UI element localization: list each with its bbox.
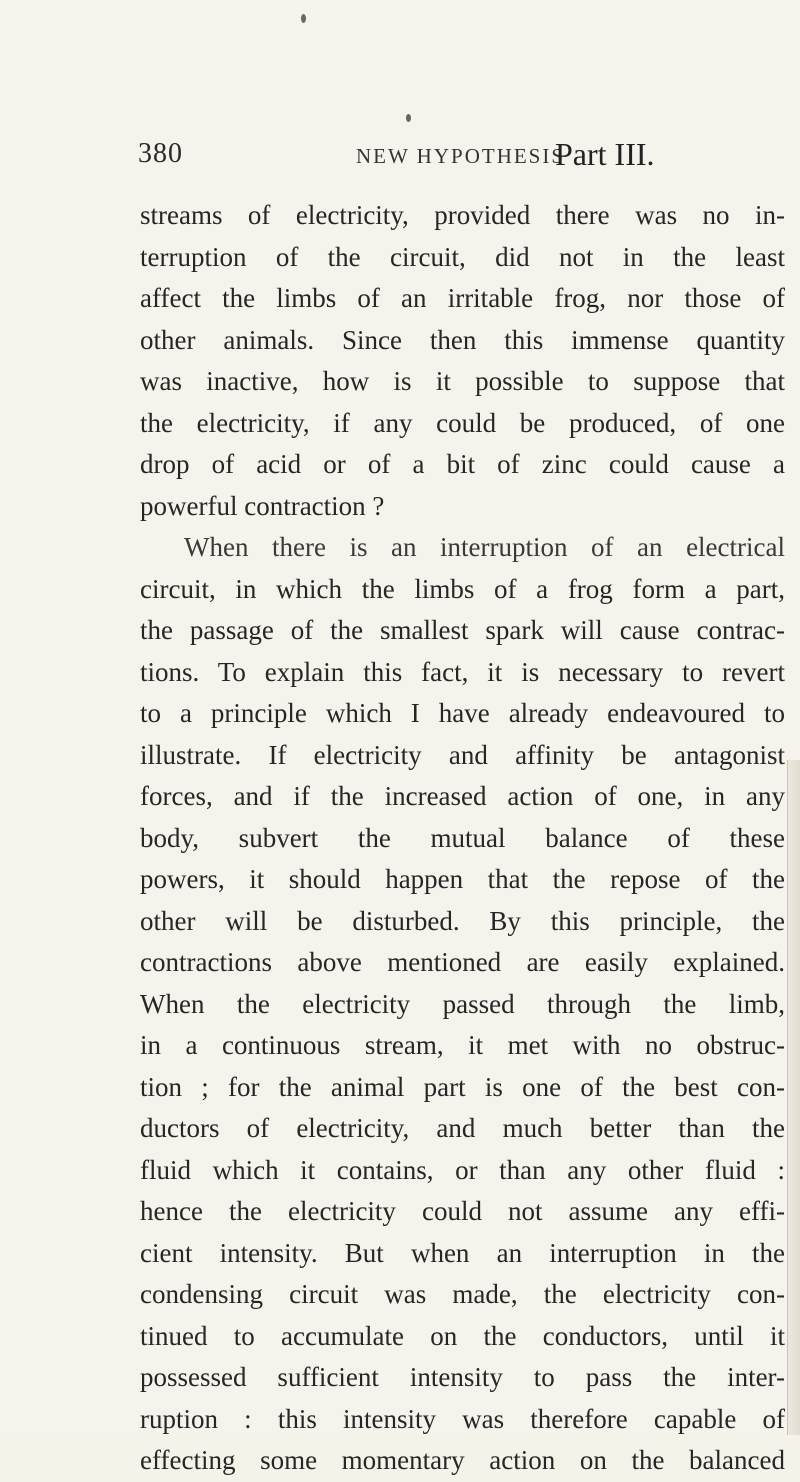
page-edge-shadow: [787, 760, 800, 1435]
text-line: ductors of electricity, and much better than the: [140, 1113, 785, 1143]
text-line: was inactive, how is it possible to suppose that: [140, 366, 785, 396]
text-line: tinued to accumulate on the conductors, until it: [140, 1320, 785, 1351]
text-line: ruption : this intensity was therefore capable of: [140, 1403, 785, 1434]
text-line: the passage of the smallest spark will cause contrac-: [140, 615, 785, 645]
text-line: cient intensity. But when an interruption in the: [140, 1237, 785, 1268]
text-line: other will be disturbed. By this principle, the: [140, 905, 785, 936]
text-line: When the electricity passed through the limb,: [140, 988, 785, 1019]
running-head: [0, 138, 800, 178]
text-line: possessed sufficient intensity to pass the inter-: [140, 1362, 785, 1392]
text-line: circuit, in which the limbs of a frog form a part,: [140, 573, 785, 604]
text-line: hence the electricity could not assume any effi-: [140, 1196, 785, 1226]
text-line: the electricity, if any could be produced, of one: [140, 407, 785, 438]
text-line: fluid which it contains, or than any other fluid :: [140, 1154, 785, 1185]
text-line: body, subvert the mutual balance of these: [140, 822, 785, 853]
page-number: 380: [138, 138, 183, 169]
text-line: powers, it should happen that the repose of the: [140, 864, 785, 894]
running-title: NEW HYPOTHESIS: [356, 144, 566, 168]
text-line: streams of electricity, provided there was no in-: [140, 200, 785, 230]
text-line: drop of acid or of a bit of zinc could cause a: [140, 449, 785, 479]
text-line: tions. To explain this fact, it is necessary to revert: [140, 656, 785, 687]
text-line: to a principle which I have already endeavoured to: [140, 698, 785, 728]
text-line: other animals. Since then this immense quantity: [140, 324, 785, 355]
text-line: powerful contraction ?: [140, 490, 385, 521]
text-line: illustrate. If electricity and affinity be antagonist: [140, 739, 785, 770]
text-line: effecting some momentary action on the balanced: [140, 1445, 785, 1475]
ink-speck: [301, 14, 306, 23]
text-line: forces, and if the increased action of one, in any: [140, 781, 785, 811]
text-line: affect the limbs of an irritable frog, nor those of: [140, 283, 785, 313]
part-label: Part III.: [555, 136, 655, 172]
text-line: contractions above mentioned are easily explained.: [140, 947, 785, 977]
text-line: tion ; for the animal part is one of the best con-: [140, 1071, 785, 1102]
paragraph-first-line: When there is an interruption of an electrical: [184, 532, 785, 562]
text-line: in a continuous stream, it met with no obstruc-: [140, 1030, 785, 1060]
ink-speck: [406, 114, 411, 122]
body-text: [140, 195, 785, 1482]
text-line: terruption of the circuit, did not in the least: [140, 241, 785, 272]
text-line: condensing circuit was made, the electricity con-: [140, 1279, 785, 1309]
